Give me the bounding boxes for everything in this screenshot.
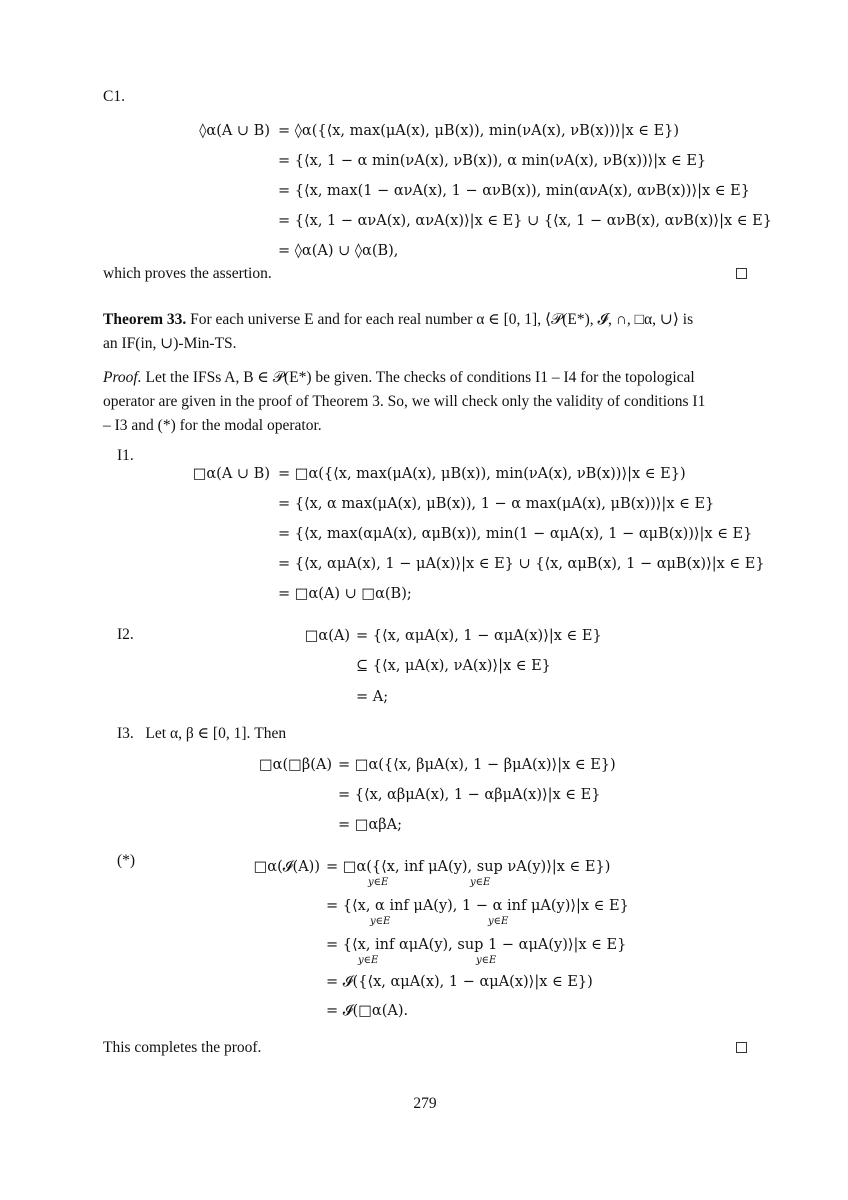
proof-closing: This completes the proof.: [103, 1039, 262, 1056]
star-eq-line-2: = {⟨x, α inf μA(y), 1 − α inf μA(y)⟩|x ∈ E}: [326, 898, 629, 914]
i3-eq-line-3: = □αβA;: [338, 817, 402, 833]
star-lhs: □α(𝓘(A)): [253, 859, 320, 875]
c1-lhs: ◊α(A ∪ B): [199, 123, 270, 139]
theorem-statement-line-1: [103, 310, 693, 330]
i2-eq-line-3: = A;: [356, 689, 389, 705]
c1-eq-line-3: = {⟨x, max(1 − ανA(x), 1 − ανB(x)), min(ανA(x), ανB(x))⟩|x ∈ E}: [278, 183, 750, 199]
c1-eq-line-5: = ◊α(A) ∪ ◊α(B),: [278, 243, 399, 259]
c1-eq-line-2: = {⟨x, 1 − α min(νA(x), νB(x)), α min(νA(x), νB(x))⟩|x ∈ E}: [278, 153, 707, 169]
theorem-label: Theorem 33.: [103, 311, 187, 328]
qed-symbol: [736, 1042, 747, 1053]
star-eq-line-5: = 𝓘(□α(A).: [326, 1003, 409, 1019]
limit-subscript: y∈E: [370, 916, 391, 927]
i3-intro: Let α, β ∈ [0, 1]. Then: [145, 725, 287, 742]
star-eq-line-4: = 𝓘({⟨x, αμA(x), 1 − αμA(x)⟩|x ∈ E}): [326, 974, 593, 990]
proof-line-2: operator are given in the proof of Theorem 3. So, we will check only the validity of conditions I1: [103, 393, 706, 410]
i3-label: I3.: [117, 725, 134, 742]
i1-lhs: □α(A ∪ B): [192, 466, 270, 482]
c1-closing: which proves the assertion.: [103, 265, 272, 282]
star-label: (*): [117, 852, 136, 869]
limit-subscript: y∈E: [358, 955, 379, 966]
proof-label: Proof.: [103, 369, 142, 386]
theorem-statement-line-2: an IF(in, ∪)-Min-TS.: [103, 335, 237, 352]
i2-lhs: □α(A): [304, 628, 350, 644]
page-number: 279: [413, 1095, 437, 1112]
i3-eq-line-1: = □α({⟨x, βμA(x), 1 − βμA(x)⟩|x ∈ E}): [338, 757, 616, 773]
qed-symbol: [736, 268, 747, 279]
proof-line-3: – I3 and (*) for the modal operator.: [103, 417, 322, 434]
i1-eq-line-2: = {⟨x, α max(μA(x), μB(x)), 1 − α max(μA(x), μB(x))⟩|x ∈ E}: [278, 496, 715, 512]
limit-subscript: y∈E: [470, 877, 491, 888]
i1-eq-line-1: = □α({⟨x, max(μA(x), μB(x)), min(νA(x), νB(x))⟩|x ∈ E}): [278, 466, 686, 482]
c1-eq-line-1: = ◊α({⟨x, max(μA(x), μB(x)), min(νA(x), νB(x))⟩|x ∈ E}): [278, 123, 680, 139]
i2-label: I2.: [117, 626, 134, 643]
proof-line-1: [103, 368, 695, 388]
i2-eq-line-1: = {⟨x, αμA(x), 1 − αμA(x)⟩|x ∈ E}: [356, 628, 602, 644]
i2-eq-line-2: ⊆ {⟨x, μA(x), νA(x)⟩|x ∈ E}: [356, 658, 551, 674]
i3-line: [117, 724, 286, 744]
i3-lhs: □α(□β(A): [258, 757, 332, 773]
c1-eq-line-4: = {⟨x, 1 − ανA(x), ανA(x)⟩|x ∈ E} ∪ {⟨x, 1 − ανB(x), ανB(x)⟩|x ∈ E}: [278, 213, 772, 229]
i3-eq-line-2: = {⟨x, αβμA(x), 1 − αβμA(x)⟩|x ∈ E}: [338, 787, 601, 803]
i1-eq-line-5: = □α(A) ∪ □α(B);: [278, 586, 412, 602]
c1-label: C1.: [103, 88, 125, 105]
i1-label: I1.: [117, 447, 134, 464]
i1-eq-line-3: = {⟨x, max(αμA(x), αμB(x)), min(1 − αμA(x), 1 − αμB(x))⟩|x ∈ E}: [278, 526, 753, 542]
limit-subscript: y∈E: [476, 955, 497, 966]
i1-eq-line-4: = {⟨x, αμA(x), 1 − μA(x)⟩|x ∈ E} ∪ {⟨x, αμB(x), 1 − αμB(x)⟩|x ∈ E}: [278, 556, 765, 572]
theorem-text: For each universe E and for each real number α ∈ [0, 1], ⟨𝒫(E*), 𝓘, ∩, □α, ∪⟩ is: [190, 311, 694, 328]
proof-text: Let the IFSs A, B ∈ 𝒫(E*) be given. The checks of conditions I1 – I4 for the topological: [145, 369, 695, 386]
limit-subscript: y∈E: [488, 916, 509, 927]
limit-subscript: y∈E: [368, 877, 389, 888]
star-eq-line-3: = {⟨x, inf αμA(y), sup 1 − αμA(y)⟩|x ∈ E}: [326, 937, 627, 953]
star-eq-line-1: = □α({⟨x, inf μA(y), sup νA(y)⟩|x ∈ E}): [326, 859, 611, 875]
